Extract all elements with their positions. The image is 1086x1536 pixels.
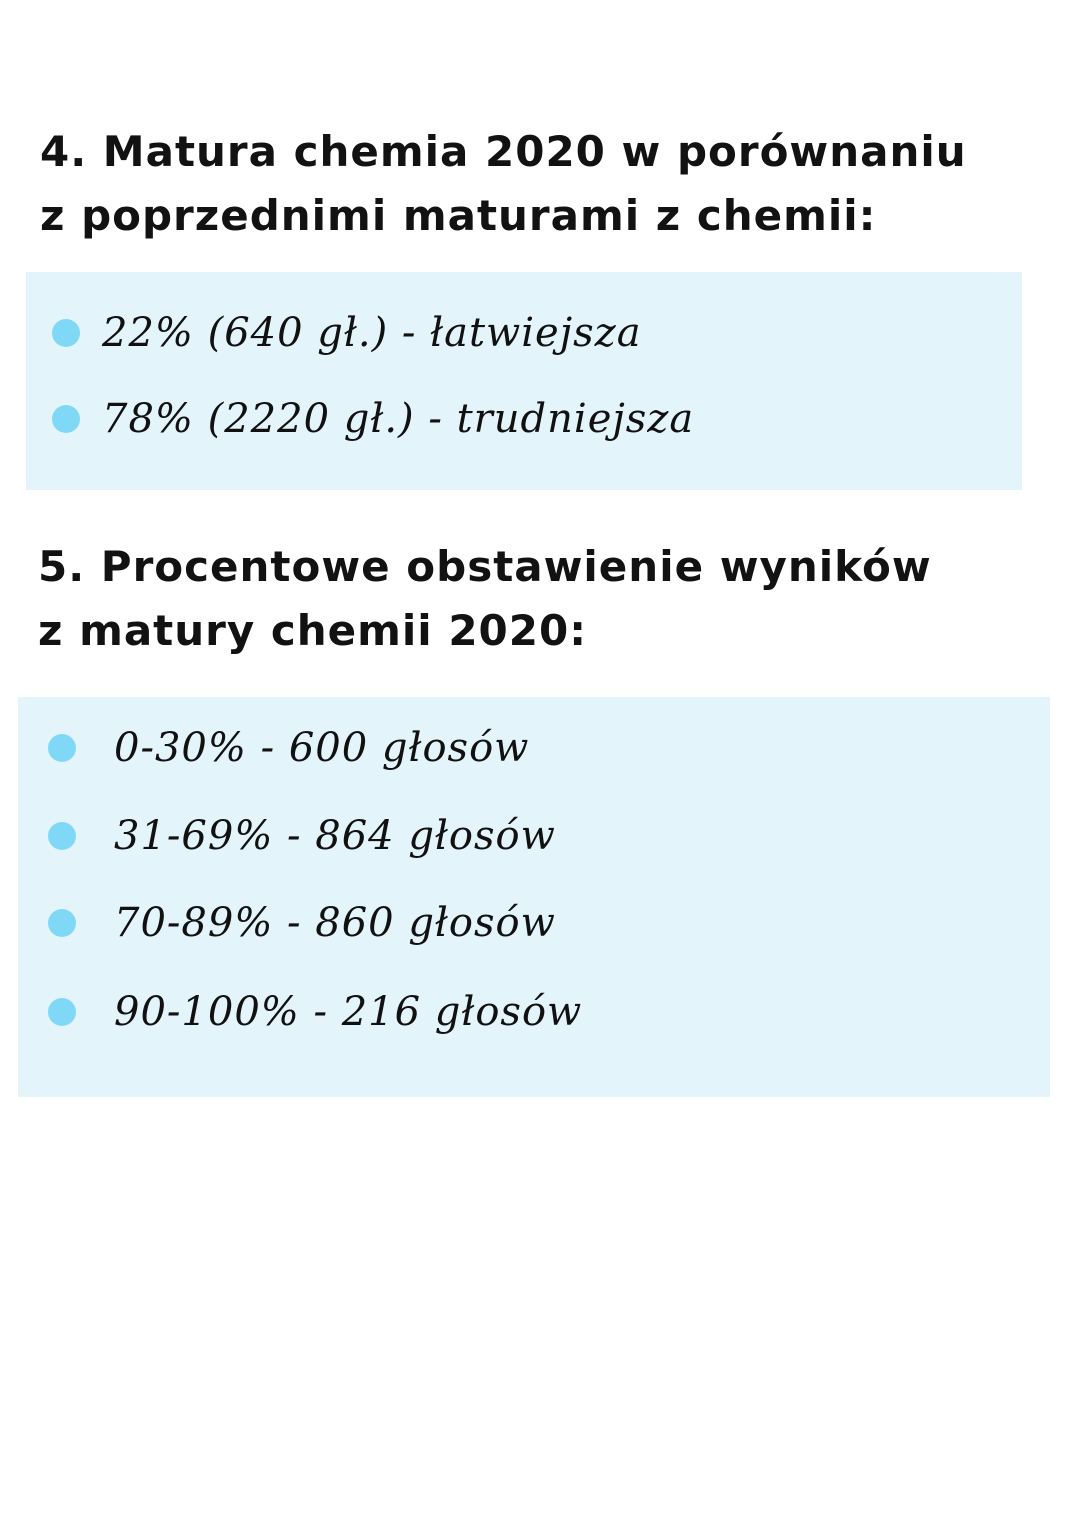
bullet-dot-icon [48, 734, 76, 762]
list-item-text: 78% (2220 gł.) - trudniejsza [102, 396, 695, 442]
bullet-dot-icon [48, 822, 76, 850]
bullet-dot-icon [48, 909, 76, 937]
list-item-range-70-89 [48, 900, 556, 946]
section-4-heading [40, 120, 967, 248]
bullet-dot-icon [52, 319, 80, 347]
bullet-dot-icon [48, 998, 76, 1026]
section-5-highlight-box [18, 697, 1050, 1097]
list-item-trudniejsza [52, 396, 694, 442]
section-4-heading-line-2: z poprzednimi maturami z chemii: [40, 191, 877, 240]
list-item-range-0-30 [48, 725, 529, 771]
section-5-heading [38, 535, 932, 663]
section-5-heading-line-2: z matury chemii 2020: [38, 606, 588, 655]
section-5-heading-line-1: 5. Procentowe obstawienie wyników [38, 542, 932, 591]
bullet-dot-icon [52, 405, 80, 433]
section-4-heading-line-1: 4. Matura chemia 2020 w porównaniu [40, 127, 967, 176]
list-item-text: 70-89% - 860 głosów [114, 900, 556, 946]
list-item-range-31-69 [48, 813, 556, 859]
list-item-text: 22% (640 gł.) - łatwiejsza [102, 310, 642, 356]
list-item-range-90-100 [48, 989, 582, 1035]
list-item-latwiejsza [52, 310, 642, 356]
list-item-text: 90-100% - 216 głosów [114, 989, 583, 1035]
list-item-text: 31-69% - 864 głosów [114, 813, 556, 859]
list-item-text: 0-30% - 600 głosów [114, 725, 530, 771]
section-4-highlight-box [26, 272, 1022, 490]
